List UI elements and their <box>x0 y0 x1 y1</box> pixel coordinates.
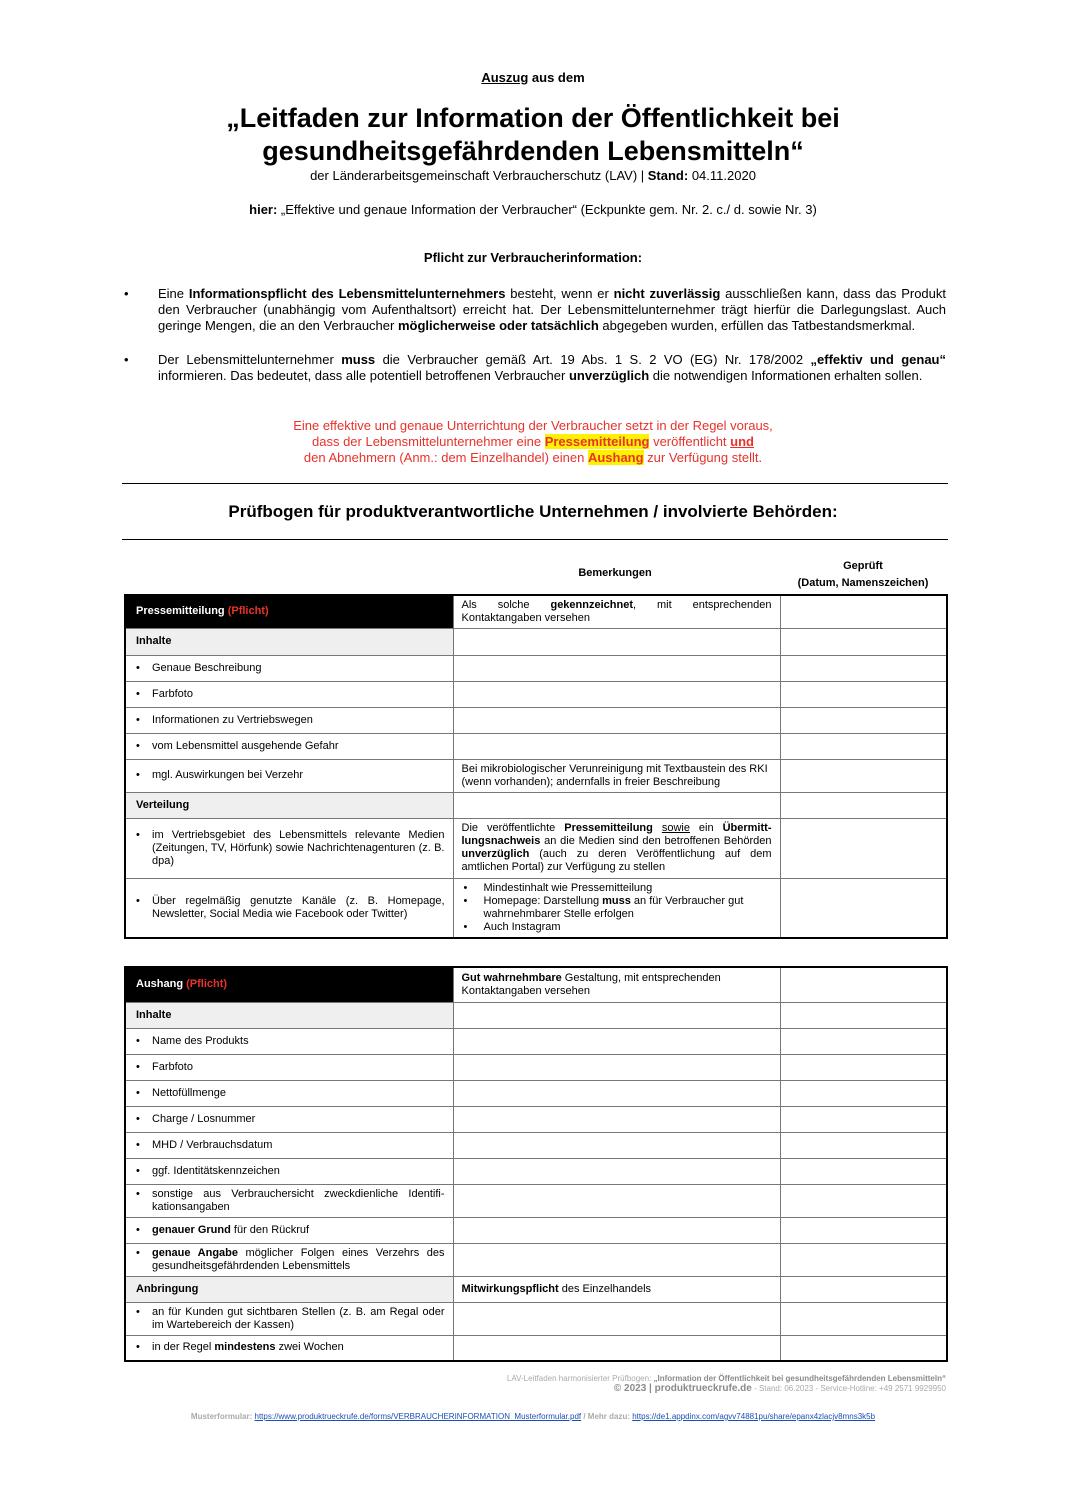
remark-cell[interactable] <box>453 1002 780 1028</box>
section-title: Pressemitteilung (Pflicht) <box>125 595 453 628</box>
table-row <box>125 681 947 707</box>
subsection-title: Verteilung <box>125 792 453 818</box>
check-cell[interactable] <box>780 759 947 792</box>
column-header-geprueft: Geprüft (Datum, Namenszeichen) <box>797 560 929 589</box>
check-cell[interactable] <box>780 733 947 759</box>
remark-cell[interactable] <box>453 878 780 938</box>
remark-cell[interactable] <box>453 1217 780 1243</box>
table-row <box>125 1080 947 1106</box>
check-cell[interactable] <box>780 681 947 707</box>
remark-cell[interactable] <box>453 1080 780 1106</box>
table-row <box>125 1028 947 1054</box>
remark-cell[interactable] <box>453 733 780 759</box>
list-item: • Auch Instagram <box>462 921 772 934</box>
check-cell[interactable] <box>780 1276 947 1302</box>
list-item: • genaue Angabe möglicher Folgen eines Verzehrs des gesundheitsgefährdenden Lebensmittels <box>125 1243 453 1276</box>
divider <box>122 539 948 540</box>
remark-cell[interactable] <box>453 707 780 733</box>
check-cell[interactable] <box>780 1335 947 1361</box>
check-cell[interactable] <box>780 1158 947 1184</box>
section-heading: Pflicht zur Verbraucherinformation: <box>423 250 643 265</box>
remark-cell[interactable] <box>453 628 780 655</box>
check-cell[interactable] <box>780 1184 947 1217</box>
table-row <box>125 1002 947 1028</box>
remark-cell[interactable] <box>453 1106 780 1132</box>
table-row <box>125 1302 947 1335</box>
remark-cell[interactable]: Als solche gekennzeichnet, mit entsprechenden Kontaktangaben versehen <box>453 595 780 628</box>
check-cell[interactable] <box>780 1217 947 1243</box>
pre-title: Auszug aus dem <box>481 70 585 85</box>
list-item: • genauer Grund für den Rückruf <box>125 1217 453 1243</box>
bullet-list <box>122 352 946 384</box>
bullet-list <box>122 286 946 334</box>
remark-cell[interactable] <box>453 1335 780 1361</box>
table-row <box>125 733 947 759</box>
table-row <box>125 1243 947 1276</box>
red-note: Eine effektive und genaue Unterrichtung der Verbraucher setzt in der Regel voraus, dass der Lebensmittelunternehmer eine Pressemitteilung veröffentlicht und den Abnehmern (Anm.: dem Einzelhandel) einen Aushang zur Verfügung stellt. <box>293 418 773 465</box>
check-cell[interactable] <box>780 1080 947 1106</box>
list-item: • Über regelmäßig genutzte Kanäle (z. B. Homepage, Newsletter, Social Media wie Facebook oder Twitter) <box>125 878 453 938</box>
remark-cell[interactable]: Gut wahrnehmbare Gestaltung, mit entsprechenden Kontaktangaben versehen <box>453 967 780 1002</box>
notice-table <box>124 966 948 1362</box>
list-item: • Nettofüllmenge <box>125 1080 453 1106</box>
remark-cell[interactable] <box>453 1302 780 1335</box>
check-cell[interactable] <box>780 818 947 878</box>
remark-cell[interactable] <box>453 681 780 707</box>
check-cell[interactable] <box>780 1243 947 1276</box>
list-item: • Name des Produkts <box>125 1028 453 1054</box>
table-row <box>125 818 947 878</box>
table-row <box>125 1217 947 1243</box>
list-item: • Eine Informationspflicht des Lebensmittelunternehmers besteht, wenn er nicht zuverlässig ausschließen kann, dass das Produkt den Verbraucher (unabhängig vom Aufenthaltsort) erreicht hat. Der Lebensmittelunternehmer trägt hierfür die Darlegungslast. Auch geringe Mengen, die an den Verbraucher möglicherweise oder tatsächlich abgegeben wurden, erfüllen das Tatbestandsmerkmal. <box>122 286 946 334</box>
table-row <box>125 595 947 628</box>
list-item: • Charge / Losnummer <box>125 1106 453 1132</box>
list-item: • Farbfoto <box>125 681 453 707</box>
remark-cell[interactable] <box>453 1028 780 1054</box>
list-item: • an für Kunden gut sichtbaren Stellen (z. B. am Regal oder im Wartebereich der Kassen) <box>125 1302 453 1335</box>
table-row <box>125 967 947 1002</box>
list-item: • mgl. Auswirkungen bei Verzehr <box>125 759 453 792</box>
table-row <box>125 1132 947 1158</box>
list-item: • in der Regel mindestens zwei Wochen <box>125 1335 453 1361</box>
checklist-title: Prüfbogen für produktverantwortliche Unternehmen / involvierte Behörden: <box>228 502 838 521</box>
subsection-title: Inhalte <box>125 628 453 655</box>
divider <box>122 483 948 484</box>
list-item: • im Vertriebsgebiet des Lebensmittels relevante Medien (Zeitungen, TV, Hörfunk) sowie Nachrichtenagenturen (z. B. dpa) <box>125 818 453 878</box>
table-row <box>125 1054 947 1080</box>
check-cell[interactable] <box>780 1054 947 1080</box>
remark-cell[interactable]: Mitwirkungspflicht des Einzelhandels <box>453 1276 780 1302</box>
document-title: „Leitfaden zur Information der Öffentlichkeit bei gesundheitsgefährdenden Lebensmitteln“ <box>226 103 840 166</box>
subsection-title: Anbringung <box>125 1276 453 1302</box>
check-cell[interactable] <box>780 1028 947 1054</box>
check-cell[interactable] <box>780 595 947 628</box>
remark-cell[interactable]: Die veröffentlichte Pressemitteilung sowie ein Übermittlungsnachweis an die Medien sind den betroffenen Behörden unverzüglich (auch zu deren Veröffentlichung auf dem amtlichen Portal) zur Verfügung zu stellen <box>453 818 780 878</box>
list-item: • Homepage: Darstellung muss an für Verbraucher gut wahrnehmbarer Stelle erfolgen <box>462 895 772 921</box>
table-row <box>125 792 947 818</box>
table-row <box>125 1106 947 1132</box>
section-title: Aushang (Pflicht) <box>125 967 453 1002</box>
check-cell[interactable] <box>780 967 947 1002</box>
remark-cell[interactable] <box>453 792 780 818</box>
list-item: • Genaue Beschreibung <box>125 655 453 681</box>
table-row <box>125 1335 947 1361</box>
list-item: • Der Lebensmittelunternehmer muss die Verbraucher gemäß Art. 19 Abs. 1 S. 2 VO (EG) Nr. 178/2002 „effektiv und genau“ informieren. Das bedeutet, dass alle potentiell betroffenen Verbraucher unverzüglich die notwendigen Informationen erhalten sollen. <box>122 352 946 384</box>
table-row <box>125 1184 947 1217</box>
check-cell[interactable] <box>780 1132 947 1158</box>
list-item: • Farbfoto <box>125 1054 453 1080</box>
column-header-bemerkungen: Bemerkungen <box>578 567 652 579</box>
table-row <box>125 878 947 938</box>
remark-cell[interactable] <box>453 1158 780 1184</box>
remark-cell[interactable] <box>453 1243 780 1276</box>
table-row <box>125 1276 947 1302</box>
table-row <box>125 1158 947 1184</box>
check-cell[interactable] <box>780 628 947 655</box>
check-cell[interactable] <box>780 707 947 733</box>
check-cell[interactable] <box>780 878 947 938</box>
check-cell[interactable] <box>780 1002 947 1028</box>
footer-links: Musterformular: https://www.produktrueckrufe.de/forms/VERBRAUCHERINFORMATION_Musterformular.pdf / Mehr dazu: https://de1.appdinx.com/agvv74881pu/share/epanx4zlacjv8mns3k5b <box>190 1412 876 1421</box>
check-cell[interactable] <box>780 1106 947 1132</box>
remark-cell[interactable] <box>453 1184 780 1217</box>
table-row <box>125 707 947 733</box>
footer-copyright: LAV-Leitfaden harmonisierter Prüfbogen: „Information der Öffentlichkeit bei gesundheitsgefährdenden Lebensmitteln“ © 2023 | produktrueckrufe.de - Stand: 06.2023 - Service-Hotline: +49 2571 9929950 <box>506 1374 946 1394</box>
template-form-link[interactable]: https://www.produktrueckrufe.de/forms/VERBRAUCHERINFORMATION_Musterformular.pdf <box>254 1412 582 1421</box>
table-row <box>125 655 947 681</box>
check-cell[interactable] <box>780 792 947 818</box>
list-item: • Mindestinhalt wie Pressemitteilung <box>462 882 772 895</box>
list-item: • MHD / Verbrauchsdatum <box>125 1132 453 1158</box>
remark-cell[interactable] <box>453 1054 780 1080</box>
check-cell[interactable] <box>780 655 947 681</box>
press-release-table <box>124 594 948 939</box>
subsection-title: Inhalte <box>125 1002 453 1028</box>
list-item: • vom Lebensmittel ausgehende Gefahr <box>125 733 453 759</box>
remark-cell[interactable]: Bei mikrobiologischer Verunreinigung mit Textbaustein des RKI (wenn vorhanden); andernfalls in freier Beschreibung <box>453 759 780 792</box>
subtitle: der Länderarbeitsgemeinschaft Verbraucherschutz (LAV) | Stand: 04.11.2020 <box>310 168 756 183</box>
table-row <box>125 628 947 655</box>
list-item: • sonstige aus Verbrauchersicht zweckdienliche Identifikationsangaben <box>125 1184 453 1217</box>
check-cell[interactable] <box>780 1302 947 1335</box>
more-info-link[interactable]: https://de1.appdinx.com/agvv74881pu/share/epanx4zlacjv8mns3k5b <box>632 1412 876 1421</box>
list-item: • Informationen zu Vertriebswegen <box>125 707 453 733</box>
remark-cell[interactable] <box>453 655 780 681</box>
remark-cell[interactable] <box>453 1132 780 1158</box>
table-row <box>125 759 947 792</box>
list-item: • ggf. Identitätskennzeichen <box>125 1158 453 1184</box>
scope-line: hier: „Effektive und genaue Information der Verbraucher“ (Eckpunkte gem. Nr. 2. c./ d. sowie Nr. 3) <box>249 202 817 217</box>
